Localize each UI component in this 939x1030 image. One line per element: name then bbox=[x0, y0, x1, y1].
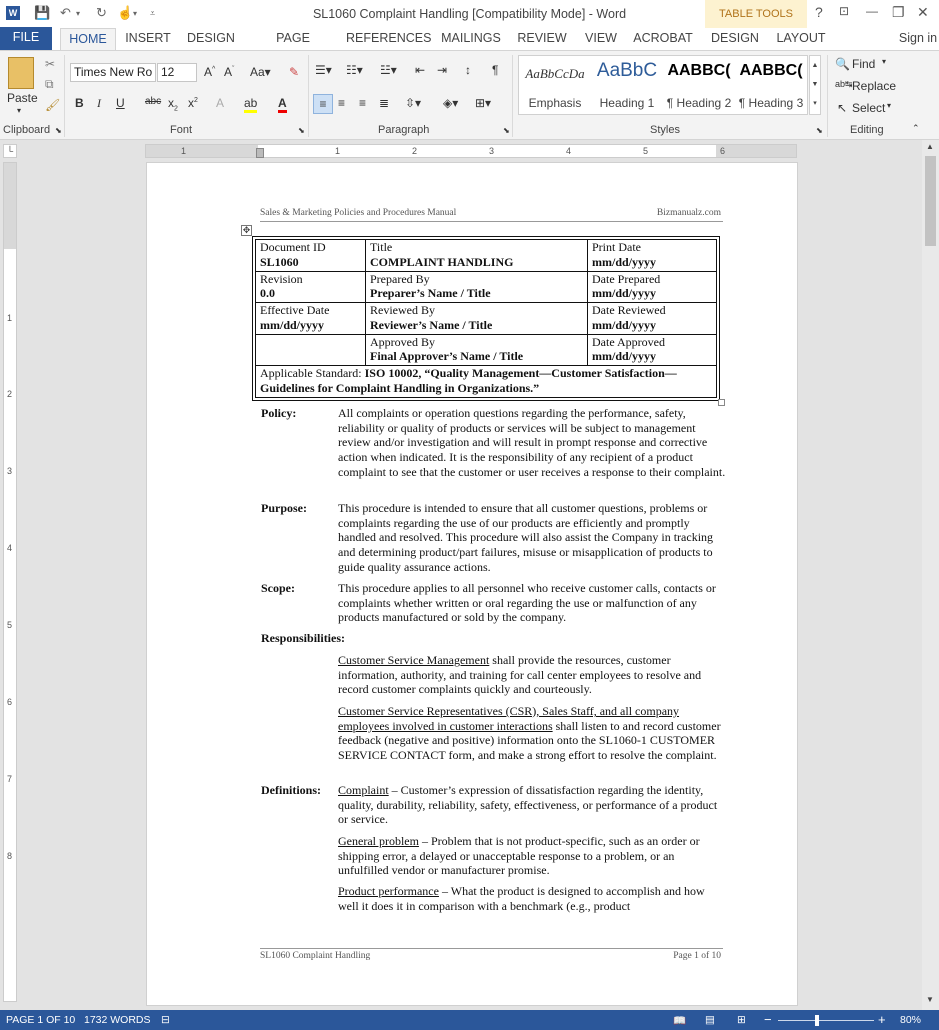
style-preview: AABBC( bbox=[739, 62, 803, 79]
ruler-mark: 8 bbox=[7, 851, 13, 861]
touch-mode-dropdown-icon[interactable]: ▾ bbox=[133, 9, 138, 18]
print-date-value: mm/dd/yyyy bbox=[592, 254, 657, 269]
responsibility-term: Customer Service Representatives (CSR), Sales Staff, and all company employees involved in customer interactions bbox=[338, 704, 680, 733]
responsibility-text: shall provide the resources, customer information, authority, and training for call center employees to resolve and record customer complaints quickly and courteously. bbox=[338, 653, 702, 697]
date-approved-label: Date Approved bbox=[592, 334, 665, 349]
document-page[interactable] bbox=[146, 162, 798, 1006]
group-label-editing: Editing bbox=[850, 124, 884, 136]
tab-table-layout[interactable]: LAYOUT bbox=[776, 31, 826, 45]
title-label: Title bbox=[370, 240, 393, 254]
ruler-mark: 4 bbox=[566, 146, 572, 156]
ruler-mark: 7 bbox=[7, 774, 13, 784]
ribbon-tabs bbox=[0, 28, 939, 50]
tab-acrobat[interactable]: ACROBAT bbox=[633, 31, 693, 45]
definition-item bbox=[338, 834, 728, 878]
scope-label: Scope: bbox=[261, 581, 295, 595]
definition-term: Complaint bbox=[338, 783, 389, 797]
web-layout-icon[interactable]: ⊞ bbox=[737, 1014, 746, 1026]
find-dropdown-icon[interactable]: ▾ bbox=[882, 57, 887, 66]
font-color-icon[interactable]: A bbox=[278, 96, 287, 113]
print-date-label: Print Date bbox=[592, 240, 641, 254]
style-name: ¶ Heading 2 bbox=[666, 96, 732, 110]
sign-in-link[interactable]: Sign in bbox=[898, 31, 938, 45]
zoom-in-icon[interactable]: + bbox=[878, 1012, 886, 1027]
responsibilities-label: Responsibilities: bbox=[261, 631, 346, 645]
policy-section bbox=[261, 406, 731, 494]
style-preview: AaBbC bbox=[596, 60, 658, 81]
paste-icon[interactable] bbox=[8, 57, 34, 89]
tab-table-design[interactable]: DESIGN bbox=[711, 31, 759, 45]
multilevel-list-icon[interactable]: ☳▾ bbox=[380, 63, 397, 77]
ribbon-home bbox=[0, 50, 939, 140]
close-button[interactable]: ✕ bbox=[917, 4, 929, 20]
group-label-paragraph: Paragraph bbox=[378, 124, 430, 136]
purpose-section bbox=[261, 501, 731, 575]
font-size-combo[interactable] bbox=[157, 63, 197, 82]
definition-text: – Customer’s expression of dissatisfaction regarding the identity, quality, durability, reliability, safety, effectiveness, or performance of a product or service. bbox=[338, 783, 718, 827]
standard-label: Applicable Standard: bbox=[260, 366, 365, 380]
select-icon[interactable]: ↖ bbox=[837, 101, 848, 115]
sort-icon[interactable]: ↕ bbox=[465, 63, 471, 77]
superscript-icon[interactable]: $x^2$ bbox=[188, 96, 198, 110]
definition-term: Product performance bbox=[338, 884, 439, 898]
group-label-font: Font bbox=[170, 124, 193, 136]
align-center-icon[interactable]: ≡ bbox=[338, 96, 346, 110]
doc-id-label: Document ID bbox=[260, 240, 326, 254]
responsibilities-section bbox=[261, 631, 731, 647]
definitions-label: Definitions: bbox=[261, 783, 321, 797]
style-name: Heading 1 bbox=[599, 96, 655, 110]
date-prepared-label: Date Prepared bbox=[592, 271, 661, 286]
minimize-button[interactable]: — bbox=[866, 4, 878, 18]
redo-icon[interactable]: ↻ bbox=[96, 5, 107, 20]
standard-value: ISO 10002, “Quality Management—Customer Satisfaction—Guidelines for Complaint Handling in Organizations.” bbox=[260, 366, 677, 395]
customize-qat-icon[interactable]: ⩡ bbox=[150, 8, 156, 18]
style-heading-1[interactable] bbox=[591, 56, 663, 114]
touch-mode-icon[interactable]: ☝ bbox=[117, 5, 134, 20]
date-reviewed-label: Date Reviewed bbox=[592, 303, 666, 317]
tab-home[interactable]: HOME bbox=[60, 28, 116, 50]
line-spacing-icon[interactable]: ⇳▾ bbox=[405, 96, 422, 110]
replace-button[interactable]: Replace bbox=[852, 79, 897, 93]
date-prepared-value: mm/dd/yyyy bbox=[592, 286, 657, 300]
title-value: COMPLAINT HANDLING bbox=[370, 254, 514, 269]
scroll-up-icon[interactable]: ▲ bbox=[926, 142, 934, 151]
definition-item bbox=[338, 783, 728, 827]
style-heading-2[interactable] bbox=[663, 56, 735, 114]
zoom-out-icon[interactable]: − bbox=[764, 1012, 772, 1027]
revision-label: Revision bbox=[260, 271, 303, 286]
definition-term: General problem bbox=[338, 834, 419, 848]
clipboard-launcher-icon[interactable]: ⬊ bbox=[55, 126, 62, 135]
scope-text: This procedure applies to all personnel who receive customer calls, contacts or complaints whether written or oral regarding the use or malfunction of any products manufactured or sold by the company. bbox=[338, 581, 716, 625]
responsibility-item bbox=[338, 704, 728, 763]
align-right-icon[interactable]: ≡ bbox=[359, 96, 367, 110]
table-resize-handle[interactable] bbox=[718, 399, 725, 406]
cut-icon[interactable]: ✂ bbox=[45, 57, 56, 71]
find-icon[interactable]: 🔍 bbox=[835, 57, 850, 71]
responsibility-term: Customer Service Management bbox=[338, 653, 490, 667]
collapse-ribbon-icon[interactable]: ⌃ bbox=[912, 123, 920, 133]
horizontal-ruler[interactable] bbox=[145, 144, 797, 158]
format-painter-icon[interactable]: 🖌 bbox=[45, 98, 61, 112]
page-header-right: Bizmanualz.com bbox=[656, 208, 721, 218]
paragraph-launcher-icon[interactable]: ⬊ bbox=[503, 126, 510, 135]
borders-icon[interactable]: ⊞▾ bbox=[475, 96, 492, 110]
table-tools-label: TABLE TOOLS bbox=[705, 0, 807, 28]
style-preview: AABBC( bbox=[667, 62, 731, 79]
find-button[interactable]: Find bbox=[852, 57, 876, 71]
justify-icon[interactable]: ≣ bbox=[379, 96, 390, 110]
date-reviewed-value: mm/dd/yyyy bbox=[592, 317, 657, 332]
change-case-icon[interactable]: Aa▾ bbox=[250, 65, 271, 79]
page-count[interactable]: PAGE 1 OF 10 bbox=[6, 1014, 76, 1026]
ruler-mark: 3 bbox=[7, 466, 13, 476]
undo-dropdown-icon[interactable]: ▾ bbox=[76, 9, 81, 18]
group-label-styles: Styles bbox=[650, 124, 680, 136]
text-effects-icon[interactable]: A bbox=[216, 96, 225, 110]
underline-icon[interactable]: U bbox=[116, 96, 125, 110]
responsibility-item bbox=[338, 653, 728, 697]
restore-button[interactable]: ❐ bbox=[892, 4, 905, 20]
styles-gallery bbox=[518, 55, 808, 115]
style-preview: AaBbCcDa bbox=[525, 66, 585, 81]
shrink-font-icon[interactable]: $A^ˇ$ bbox=[224, 65, 235, 79]
ruler-mark: 2 bbox=[412, 146, 418, 156]
show-marks-icon[interactable]: ¶ bbox=[492, 63, 499, 77]
page-footer-left: SL1060 Complaint Handling bbox=[260, 951, 371, 961]
word-app-icon[interactable]: W bbox=[6, 6, 20, 20]
tab-mailings[interactable]: MAILINGS bbox=[441, 31, 501, 45]
table-move-handle-icon[interactable]: ✥ bbox=[242, 225, 251, 235]
approved-by-label: Approved By bbox=[370, 334, 435, 349]
tab-page-layout[interactable]: PAGE bbox=[276, 31, 310, 45]
word-count[interactable]: 1732 WORDS bbox=[84, 1014, 151, 1026]
font-name-combo[interactable] bbox=[70, 63, 156, 82]
scroll-thumb[interactable] bbox=[925, 156, 936, 246]
definition-text: – Problem that is not product-specific, such as an order or shipping error, a delayed or unacceptable response to a problem, or an unfulfilled vendor or manufacturer promise. bbox=[338, 834, 700, 878]
group-label-clipboard: Clipboard bbox=[3, 124, 51, 136]
decrease-indent-icon[interactable]: ⇤ bbox=[415, 63, 426, 77]
select-dropdown-icon[interactable]: ▾ bbox=[887, 101, 892, 110]
clear-formatting-icon[interactable]: ✎ bbox=[289, 65, 300, 79]
doc-id-value: SL1060 bbox=[260, 254, 299, 269]
responsibility-text: shall listen to and record customer feedback (negative and positive) information onto the SL1060-1 CUSTOMER SERVICE CONTACT form, and make a strong effort to resolve the complaint. bbox=[338, 718, 721, 763]
tab-review[interactable]: REVIEW bbox=[517, 31, 567, 45]
increase-indent-icon[interactable]: ⇥ bbox=[437, 63, 448, 77]
help-icon[interactable]: ? bbox=[815, 4, 823, 20]
purpose-text: This procedure is intended to ensure that all customer questions, problems or complaints regarding the use of our products are efficiently and promptly handled and resolved. This procedure will also assist the Company in tracking and determining product/part failures, misuse or misapplication of products to guide quality assurance actions. bbox=[338, 501, 714, 574]
ruler-mark: 5 bbox=[643, 146, 649, 156]
title-bar bbox=[0, 0, 939, 28]
policy-label: Policy: bbox=[261, 406, 297, 420]
indent-marker[interactable] bbox=[256, 148, 264, 158]
font-launcher-icon[interactable]: ⬊ bbox=[298, 126, 305, 135]
reviewed-by-label: Reviewed By bbox=[370, 303, 435, 317]
copy-icon[interactable]: ⧉ bbox=[45, 77, 54, 91]
replace-icon[interactable]: ab↹ bbox=[835, 79, 853, 89]
ruler-mark: 2 bbox=[7, 389, 13, 399]
prepared-by-value: Preparer’s Name / Title bbox=[370, 286, 491, 300]
strikethrough-icon[interactable]: abc bbox=[145, 96, 162, 107]
scope-section bbox=[261, 581, 731, 626]
shading-icon[interactable]: ◈▾ bbox=[443, 96, 459, 110]
style-heading-3[interactable] bbox=[735, 56, 807, 114]
ruler-mark: 1 bbox=[7, 313, 13, 323]
styles-scroll[interactable]: ▲ ▼ ▾ bbox=[809, 55, 821, 115]
style-name: ¶ Heading 3 bbox=[738, 96, 804, 110]
numbering-icon[interactable]: ☷▾ bbox=[346, 63, 363, 77]
print-layout-icon[interactable]: ▤ bbox=[705, 1014, 715, 1026]
grow-font-icon[interactable]: A^ bbox=[204, 65, 216, 79]
vertical-ruler[interactable] bbox=[3, 162, 17, 1002]
italic-icon[interactable]: I bbox=[97, 96, 101, 110]
highlight-icon[interactable]: ab bbox=[244, 96, 257, 113]
zoom-slider-thumb[interactable] bbox=[815, 1015, 819, 1026]
ruler-mark: 3 bbox=[489, 146, 495, 156]
paste-dropdown-icon[interactable]: ▾ bbox=[17, 106, 22, 115]
document-title: SL1060 Complaint Handling [Compatibility Mode] - Word bbox=[312, 7, 627, 21]
bold-icon[interactable]: B bbox=[75, 96, 84, 110]
tab-view[interactable]: VIEW bbox=[585, 31, 617, 45]
scroll-down-icon[interactable]: ▼ bbox=[926, 995, 934, 1004]
document-control-table[interactable] bbox=[255, 239, 717, 398]
tab-insert[interactable]: INSERT bbox=[125, 31, 171, 45]
select-button[interactable]: Select bbox=[852, 101, 886, 115]
proofing-icon[interactable]: ⊟ bbox=[161, 1014, 170, 1026]
definition-item bbox=[338, 884, 728, 913]
status-bar bbox=[0, 1010, 939, 1030]
tab-references[interactable]: REFERENCES bbox=[346, 31, 432, 45]
zoom-slider[interactable] bbox=[778, 1020, 874, 1021]
effective-date-label: Effective Date bbox=[260, 303, 330, 317]
ribbon-display-icon[interactable]: ⊡ bbox=[839, 4, 850, 18]
style-name: Emphasis bbox=[528, 96, 582, 110]
subscript-icon[interactable]: $x_2$ bbox=[168, 96, 178, 113]
ruler-mark: 1 bbox=[181, 146, 187, 156]
font-name-value: Times New Ro bbox=[74, 65, 153, 79]
style-emphasis[interactable] bbox=[519, 56, 591, 114]
prepared-by-label: Prepared By bbox=[370, 271, 430, 286]
ruler-mark: 5 bbox=[7, 620, 13, 630]
ruler-mark: 6 bbox=[720, 146, 726, 156]
ruler-mark: 1 bbox=[335, 146, 341, 156]
tab-design[interactable]: DESIGN bbox=[187, 31, 235, 45]
ruler-mark: 6 bbox=[7, 697, 13, 707]
paste-button[interactable]: Paste bbox=[7, 91, 38, 105]
effective-date-value: mm/dd/yyyy bbox=[260, 317, 325, 332]
reviewed-by-value: Reviewer’s Name / Title bbox=[370, 317, 493, 332]
styles-launcher-icon[interactable]: ⬊ bbox=[816, 126, 823, 135]
font-size-value: 12 bbox=[161, 65, 175, 79]
ruler-mark: 4 bbox=[7, 543, 13, 553]
definition-text: – What the product is designed to accomplish and how well it does it in comparison with a benchmark (e.g., product bbox=[338, 884, 705, 913]
undo-icon[interactable]: ↶ bbox=[60, 5, 71, 20]
vertical-scrollbar[interactable] bbox=[922, 140, 939, 1010]
policy-text: All complaints or operation questions regarding the performance, safety, reliability or quality of products or services will be subject to management review and/or investigation and will result in prompt response and corrective action when indicated. It is the responsibility of any recipient of a product complaint to see that the customer or user receives a response to their complaint. bbox=[338, 406, 726, 479]
read-mode-icon[interactable]: 📖 bbox=[673, 1015, 687, 1027]
revision-value: 0.0 bbox=[260, 286, 275, 300]
tab-selector-icon[interactable]: └ bbox=[3, 144, 17, 158]
bullets-icon[interactable]: ☰▾ bbox=[315, 63, 332, 77]
page-header-left: Sales & Marketing Policies and Procedures Manual bbox=[260, 208, 457, 218]
approved-by-value: Final Approver’s Name / Title bbox=[370, 349, 524, 363]
tab-file[interactable]: FILE bbox=[0, 27, 52, 50]
purpose-label: Purpose: bbox=[261, 501, 307, 515]
zoom-level[interactable]: 80% bbox=[900, 1014, 922, 1026]
save-icon[interactable]: 💾 bbox=[34, 5, 51, 20]
page-footer-right: Page 1 of 10 bbox=[673, 951, 721, 961]
align-left-icon[interactable]: ≡ bbox=[313, 94, 333, 114]
date-approved-value: mm/dd/yyyy bbox=[592, 349, 657, 363]
